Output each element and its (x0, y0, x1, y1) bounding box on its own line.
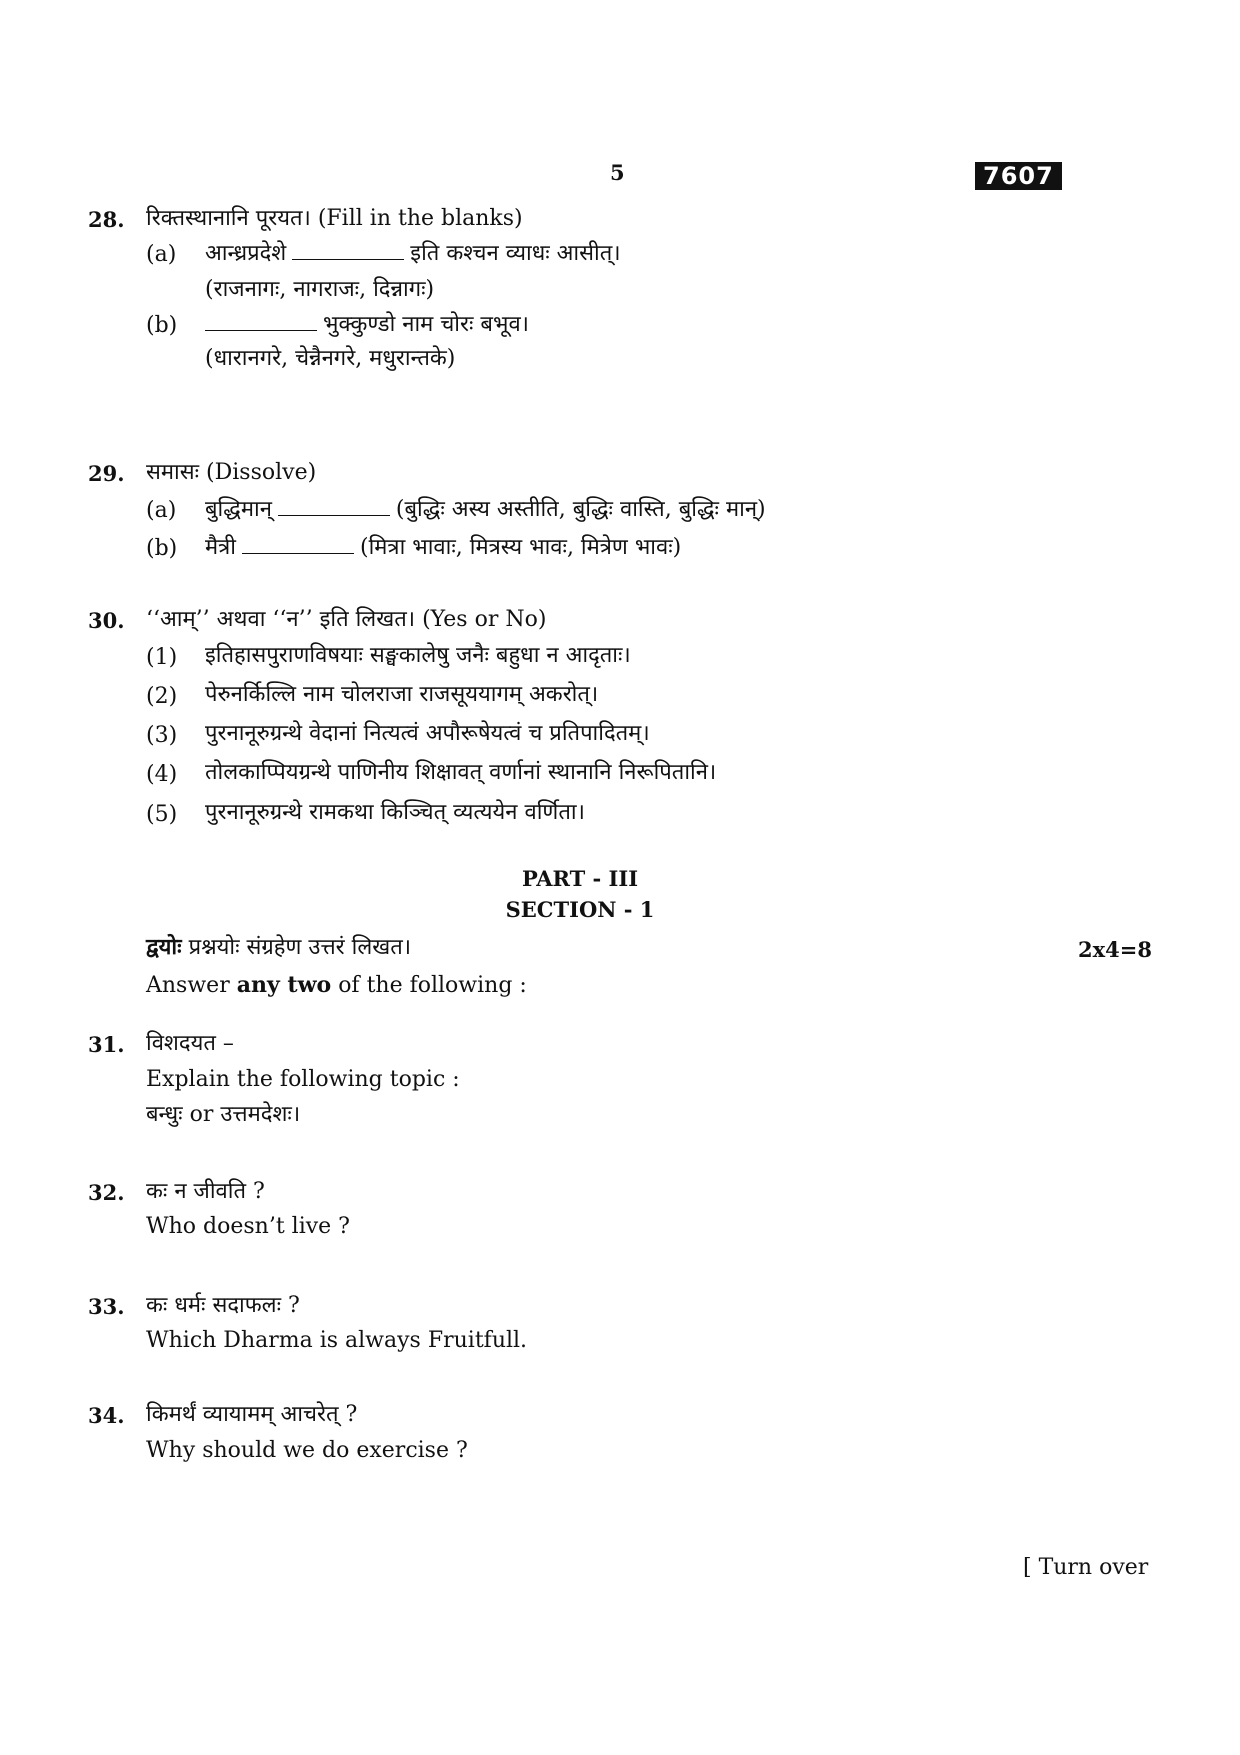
part-instruction-rest: प्रश्नयोः संग्रहेण उत्तरं लिखत। (188, 935, 412, 960)
q30-item-text: पुरनानूरुग्रन्थे वेदानां नित्यत्वं अपौरूषेयत्वं च प्रतिपादितम्। (205, 721, 650, 746)
q29-b-label: (b) (146, 536, 178, 561)
turn-over-note: [ Turn over (1023, 1555, 1149, 1580)
answer-bold: any two (236, 972, 332, 998)
part-instruction (146, 933, 411, 962)
q28-b-after: भुक्कुण्डो नाम चोरः बभूव। (323, 312, 530, 337)
q29-b-word: मैत्री (205, 535, 236, 560)
q28-a-before: आन्ध्रप्रदेशे (205, 241, 287, 266)
q32-number: 32. (88, 1180, 125, 1205)
q28-a-options: (राजनागः, नागराजः, दिन्नागः) (205, 277, 435, 302)
q29-b-options: (मित्रा भावाः, मित्रस्य भावः, मित्रेण भावः) (360, 535, 682, 560)
q30-item-label: (2) (146, 684, 178, 709)
answer-pre: Answer (146, 973, 230, 998)
part-title: PART - III (521, 866, 639, 891)
q28-b-blank (205, 310, 317, 331)
q29-a-blank (278, 495, 390, 516)
q30-item-text: तोलकाप्पियग्रन्थे पाणिनीय शिक्षावत् वर्णानां स्थानानि निरूपितानि। (205, 760, 717, 785)
q30-item-text: इतिहासपुराणविषयाः सङ्घकालेषु जनैः बहुधा न आदृताः। (205, 643, 631, 668)
q34-line1: किमर्थं व्यायामम् आचरेत् ? (146, 1402, 358, 1427)
q31-line2: Explain the following topic : (146, 1067, 460, 1092)
section-title: SECTION - 1 (505, 897, 655, 922)
q30-item-label: (5) (146, 802, 178, 827)
q30-item-label: (4) (146, 762, 178, 787)
q28-a-blank (292, 239, 404, 260)
q30-item-text: पुरनानूरुग्रन्थे रामकथा किञ्चित् व्यत्ययेन वर्णिता। (205, 800, 585, 825)
q29-a-line (205, 495, 766, 524)
q29-a-options: (बुद्धिः अस्य अस्तीति, बुद्धिः वास्ति, बुद्धिः मान्) (395, 497, 766, 522)
page-number: 5 (610, 160, 625, 185)
q30-item-label: (3) (146, 723, 178, 748)
q29-a-label: (a) (146, 498, 177, 523)
q33-line2: Which Dharma is always Fruitfull. (146, 1328, 528, 1353)
q32-line2: Who doesn’t live ? (146, 1214, 350, 1239)
q29-number: 29. (88, 461, 125, 486)
q33-line1: कः धर्मः सदाफलः ? (146, 1293, 300, 1318)
q28-b-line (205, 310, 529, 339)
part-marks: 2x4=8 (1078, 937, 1152, 962)
part-instruction-bold: द्वयोः (146, 934, 182, 960)
q34-number: 34. (88, 1403, 125, 1428)
q31-number: 31. (88, 1032, 125, 1057)
q28-a-after: इति कश्चन व्याधः आसीत्। (410, 241, 621, 266)
part-answer-instruction (146, 971, 527, 1000)
q28-number: 28. (88, 207, 125, 232)
q30-item-text: पेरुनर्किल्लि नाम चोलराजा राजसूययागम् अकरोत्। (205, 682, 599, 707)
q30-prompt: ‘‘आम्’’ अथवा ‘‘न’’ इति लिखत। (Yes or No) (146, 607, 547, 632)
q31-line3: बन्धुः or उत्तमदेशः। (146, 1102, 301, 1127)
q31-line1: विशदयत – (146, 1031, 234, 1056)
q28-a-line (205, 239, 621, 268)
q28-a-label: (a) (146, 242, 177, 267)
paper-code-badge: 7607 (975, 162, 1062, 190)
q28-prompt: रिक्तस्थानानि पूरयत। (Fill in the blanks) (146, 206, 523, 231)
q32-line1: कः न जीवति ? (146, 1179, 265, 1204)
q29-b-line (205, 533, 681, 562)
q29-a-word: बुद्धिमान् (205, 497, 272, 522)
answer-post: of the following : (338, 973, 527, 998)
q34-line2: Why should we do exercise ? (146, 1438, 468, 1463)
q28-b-options: (धारानगरे, चेन्नैनगरे, मधुरान्तके) (205, 346, 456, 371)
q30-number: 30. (88, 608, 125, 633)
q30-item-label: (1) (146, 645, 178, 670)
q33-number: 33. (88, 1294, 125, 1319)
q29-prompt: समासः (Dissolve) (146, 460, 317, 485)
q28-b-label: (b) (146, 313, 178, 338)
q29-b-blank (242, 533, 354, 554)
